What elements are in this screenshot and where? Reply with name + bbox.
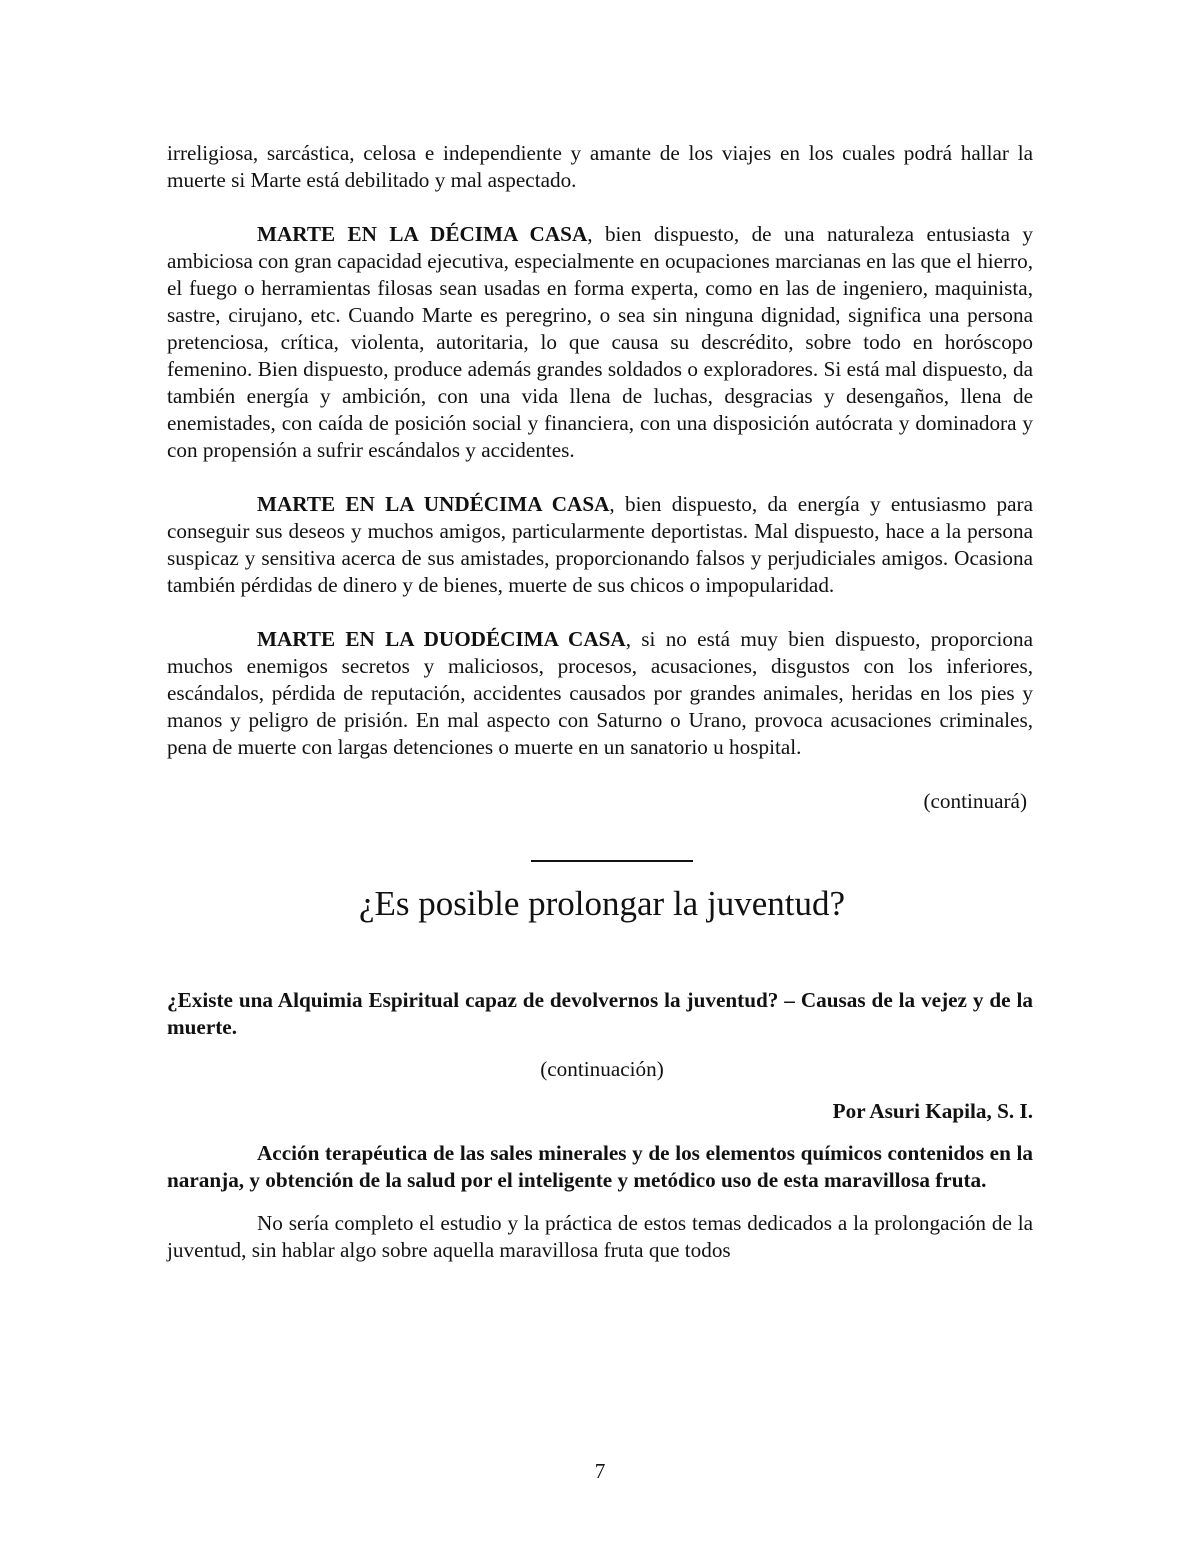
section-divider [531, 860, 693, 862]
heading-duodecima-casa: MARTE EN LA DUODÉCIMA CASA [257, 627, 626, 651]
author-byline: Por Asuri Kapila, S. I. [832, 1099, 1033, 1123]
heading-undecima-casa: MARTE EN LA UNDÉCIMA CASA [257, 492, 610, 516]
text-duodecima-casa: , si no está muy bien dispuesto, proporciona muchos enemigos secretos y maliciosos, procesos, acusaciones, disgustos con los inferiores, escándalos, pérdida de reputación, accidentes causados por grandes animales, heridas en los pies y manos y peligro de prisión. En mal aspecto con Saturno o Urano, provoca acusaciones criminales, pena de muerte con largas detenciones o muerte en un sanatorio u hospital. [167, 627, 1033, 759]
article-subtitle: ¿Existe una Alquimia Espiritual capaz de devolvernos la juventud? – Causas de la vejez y de la muerte. [167, 988, 1033, 1039]
paragraph-undecima-casa [167, 491, 1033, 599]
text-undecima-casa: , bien dispuesto, da energía y entusiasmo para conseguir sus deseos y muchos amigos, particularmente deportistas. Mal dispuesto, hace a la persona suspicaz y sensitiva acerca de sus amistades, proporcionando falsos y perjudiciales amigos. Ocasiona también pérdidas de dinero y de bienes, muerte de sus chicos o impopularidad. [167, 492, 1033, 597]
continuara-note: (continuará) [923, 789, 1027, 813]
paragraph-continued: irreligiosa, sarcástica, celosa e independiente y amante de los viajes en los cuales podrá hallar la muerte si Marte está debilitado y mal aspectado. [167, 141, 1033, 192]
page-content [167, 140, 1033, 1264]
section-heading: Acción terapéutica de las sales minerales y de los elementos químicos contenidos en la naranja, y obtención de la salud por el inteligente y metódico uso de esta maravillosa fruta. [167, 1141, 1033, 1192]
paragraph-duodecima-casa [167, 626, 1033, 761]
page-number: 7 [594, 1459, 606, 1483]
article-title: ¿Es posible prolongar la juventud? [359, 884, 845, 923]
article-body: No sería completo el estudio y la práctica de estos temas dedicados a la prolongación de la juventud, sin hablar algo sobre aquella maravillosa fruta que todos [167, 1211, 1033, 1262]
heading-decima-casa: MARTE EN LA DÉCIMA CASA [257, 222, 588, 246]
continuacion-note: (continuación) [540, 1057, 664, 1081]
text-decima-casa: , bien dispuesto, de una naturaleza entusiasta y ambiciosa con gran capacidad ejecutiva, especialmente en ocupaciones marcianas en las que el hierro, el fuego o herramientas filosas sean usadas en forma experta, como en las de ingeniero, maquinista, sastre, cirujano, etc. Cuando Marte es peregrino, o sea sin ninguna dignidad, significa una persona pretenciosa, crítica, violenta, autoritaria, lo que causa su descrédito, sobre todo en horóscopo femenino. Bien dispuesto, produce además grandes soldados o exploradores. Si está mal dispuesto, da también energía y ambición, con una vida llena de luchas, desgracias y desengaños, llena de enemistades, con caída de posición social y financiera, con una disposición autócrata y dominadora y con propensión a sufrir escándalos y accidentes. [167, 222, 1033, 462]
paragraph-decima-casa [167, 221, 1033, 464]
